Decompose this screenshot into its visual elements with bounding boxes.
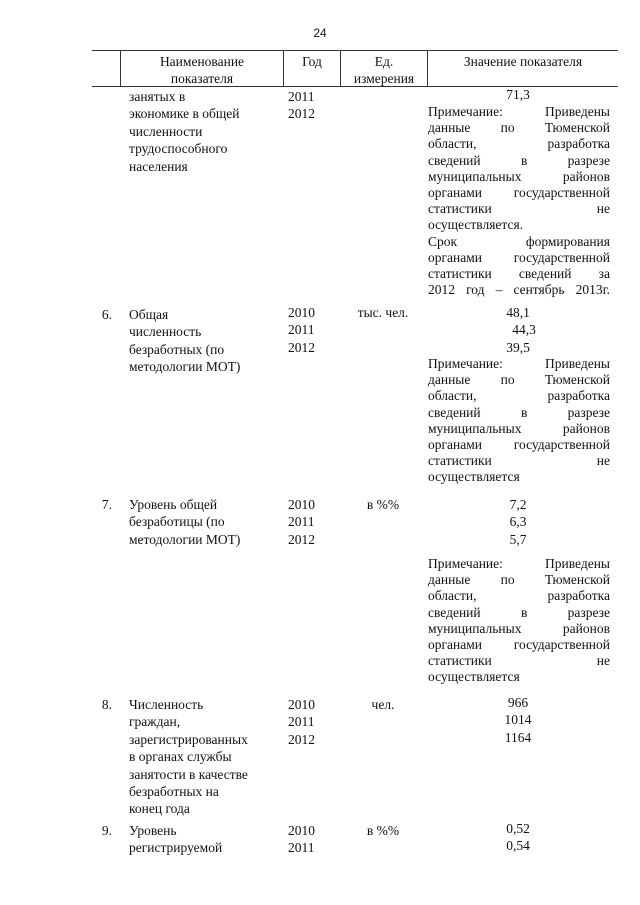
unit: чел. [371,697,395,712]
name-line: Численность [129,697,204,712]
name-line: регистрируемой [129,840,223,856]
value: 39,5 [506,339,530,355]
note-text [428,556,610,686]
year: 2011 [288,322,315,338]
page-number: 24 [313,26,327,40]
value: 966 [507,695,529,710]
note-line: области, разработка [428,388,610,404]
name-line: методологии МОТ) [129,359,241,375]
value: 1164 [504,729,532,745]
year: 2010 [288,697,315,712]
note-line: органами государственной [428,185,610,201]
name-line: граждан, [129,714,181,730]
year: 2011 [288,714,315,730]
header-year: Год [302,54,322,69]
header-value: Значение показателя [463,54,583,69]
note-line: данные по Тюменской [428,572,610,588]
unit: в %% [366,823,400,838]
year: 2012 [288,531,315,547]
note-text [428,104,610,298]
note-line: сведений в разрезе [428,152,610,168]
year: 2012 [288,106,315,122]
note-line: Примечание: Приведены [428,356,610,371]
name-line: занятости в качестве [129,766,248,782]
name-line: Уровень [129,823,177,838]
name-line: численность [129,324,202,340]
year-list [288,304,333,356]
year-list [288,822,333,857]
name-line: трудоспособного [129,141,228,157]
note-line: статистики сведений за [428,266,610,282]
year: 2012 [288,339,315,355]
name-line: населения [129,158,188,174]
note-line: осуществляется [428,669,520,685]
year-list [288,496,333,548]
name-line: экономике в общей [129,106,240,122]
name-line: безработных на [129,784,219,800]
note-line: муниципальных районов [428,620,610,636]
header-name-line-2: показателя [170,71,234,86]
note-line: Примечание: Приведены [428,104,610,119]
note-line: 2012 год – сентябрь 2013г. [428,282,610,298]
note-line: осуществляется [428,469,520,485]
row-number: 8. [101,697,112,712]
note-line: Примечание: Приведены [428,556,610,571]
indicator-name [129,306,279,376]
value-list [424,694,612,746]
value: 44,3 [512,322,536,338]
note-line: статистики не [428,653,610,669]
year: 2010 [288,823,315,838]
indicator-name [129,696,279,818]
header-unit-line-2: измерения [353,71,415,86]
year: 2012 [288,731,315,747]
value: 48,1 [506,305,530,320]
note-line: статистики не [428,201,610,217]
indicator-name [129,822,279,857]
name-line: безработицы (по [129,514,225,530]
note-line: органами государственной [428,437,610,453]
name-line: в органах службы [129,749,232,765]
note-line: органами государственной [428,249,610,265]
note-line: осуществляется. [428,217,524,233]
name-line: методологии МОТ) [129,531,241,547]
row-number: 9. [101,823,112,838]
year: 2011 [288,514,315,530]
year: 2011 [288,840,315,856]
note-line: муниципальных районов [428,168,610,184]
value: 1014 [504,712,532,728]
note-line: Срок формирования [428,233,610,249]
value-list [424,820,612,855]
note-line: сведений в разрезе [428,404,610,420]
name-line: безработных (по [129,341,225,357]
note-line: муниципальных районов [428,420,610,436]
note-line: статистики не [428,453,610,469]
indicator-name [129,496,279,548]
value: 0,52 [506,821,530,836]
value-list [424,496,612,548]
year-list [288,88,333,123]
year-list [288,696,333,748]
note-line: данные по Тюменской [428,120,610,136]
note-line: органами государственной [428,637,610,653]
indicator-name [129,88,279,175]
table-top-border [92,50,618,51]
name-line: Общая [129,307,169,322]
value: 5,7 [509,531,527,547]
value: 6,3 [509,514,527,530]
name-line: Уровень общей [129,497,218,512]
note-line: области, разработка [428,588,610,604]
year: 2010 [288,305,315,320]
row-number: 6. [101,307,112,322]
value: 7,2 [509,497,527,512]
header-unit [341,53,427,87]
note-line: области, разработка [428,136,610,152]
value: 0,54 [506,838,530,854]
name-line: занятых в [129,89,186,104]
note-line: сведений в разрезе [428,604,610,620]
name-line: зарегистрированных [129,731,248,747]
year: 2011 [288,89,315,104]
value-list [424,304,612,356]
header-name-line-1: Наименование [159,54,245,69]
value: 71,3 [506,87,530,102]
name-line: конец года [129,801,190,817]
row-number: 7. [101,497,112,512]
unit: в %% [366,497,400,512]
year: 2010 [288,497,315,512]
note-text [428,356,610,486]
value-list [424,86,612,103]
header-unit-line-1: Ед. [374,54,394,69]
note-line: данные по Тюменской [428,372,610,388]
unit: тыс. чел. [357,305,409,320]
header-name [121,53,283,87]
name-line: численности [129,123,203,139]
